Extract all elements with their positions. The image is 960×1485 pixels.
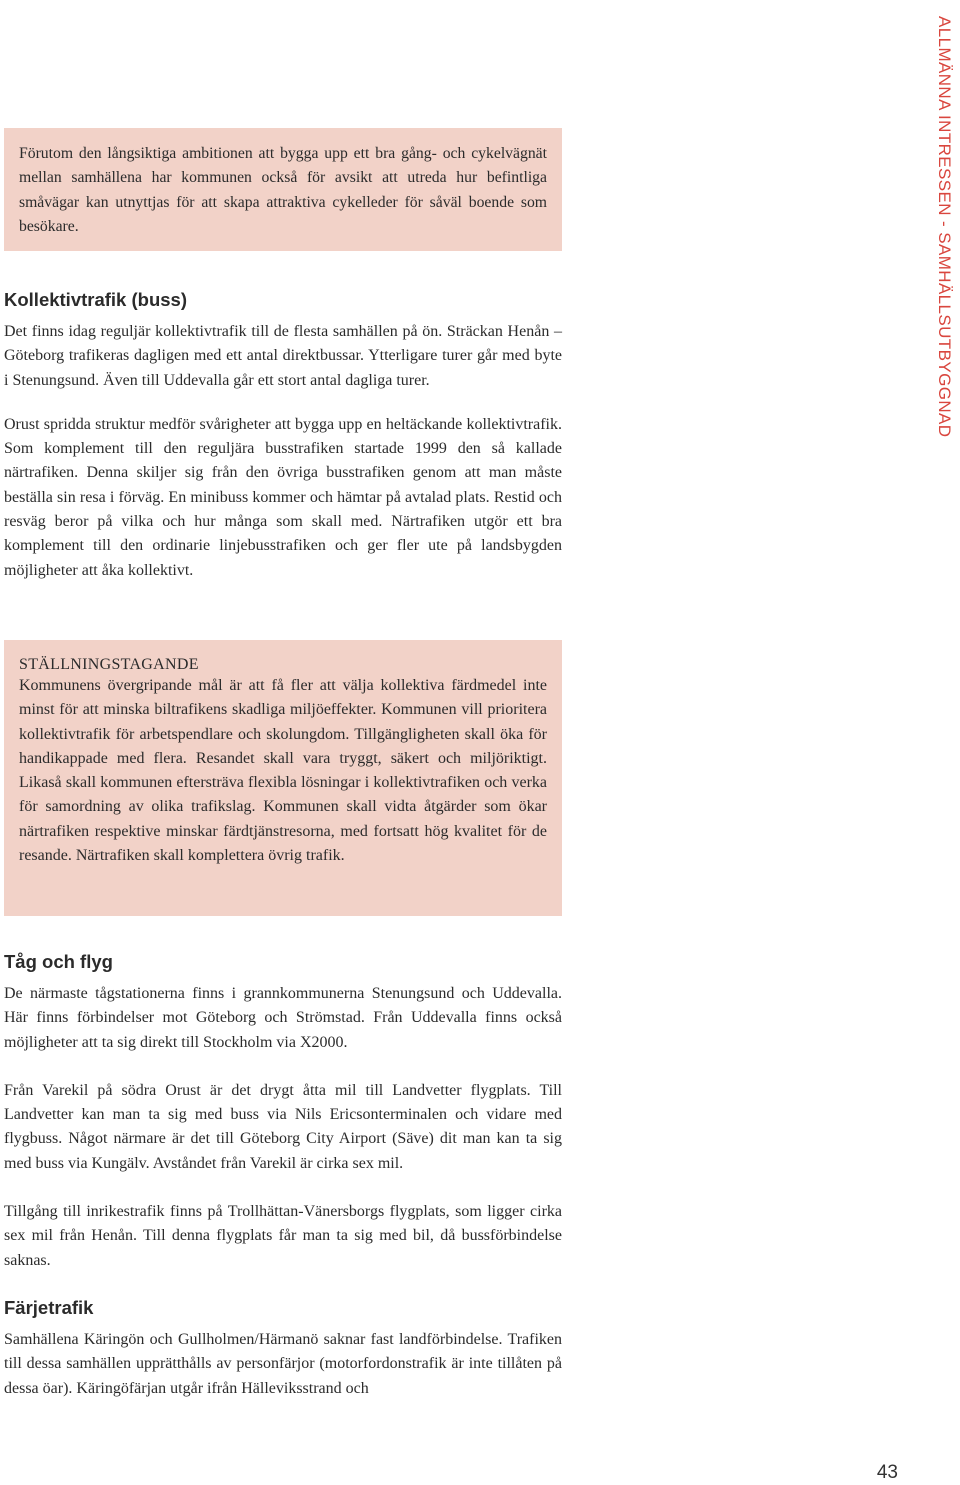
tag-och-flyg-paragraph-3: Tillgång till inrikestrafik finns på Trollhättan-Vänersborgs flygplats, som ligger cirka sex mil från Henån. Till denna flygplats får man ta sig med bil, då bussförbindelse saknas. <box>4 1203 562 1269</box>
farjetrafik-section <box>4 1328 562 1401</box>
tag-och-flyg-paragraph-2: Från Varekil på södra Orust är det drygt åtta mil till Landvetter flygplats. Till Landvetter kan man ta sig med buss via Nils Ericsonterminalen och vidare med flygbuss. Något närmare är det till Göteborg City Airport (Säve) dit man kan ta sig med buss via Kungälv. Avståndet från Varekil är cirka sex mil. <box>4 1081 562 1172</box>
kollektivtrafik-paragraph-1: Det finns idag reguljär kollektivtrafik till de flesta samhällen på ön. Sträckan Henån – Göteborg trafikeras dagligen med ett antal direktbussar. Ytterligare turer går med byte i Stenungsund. Även till Uddevalla går ett stort antal dagliga turer. <box>4 323 562 389</box>
heading-tag-och-flyg: Tåg och flyg <box>4 951 113 972</box>
tag-och-flyg-section <box>4 982 562 1273</box>
heading-farjetrafik: Färjetrafik <box>4 1297 94 1318</box>
page-number: 43 <box>876 1462 898 1483</box>
stallningstagande-label: STÄLLNINGSTAGANDE <box>19 656 199 673</box>
farjetrafik-paragraph-1: Samhällena Käringön och Gullholmen/Härmanö saknar fast landförbindelse. Trafiken till dessa samhällen upprätthålls av personfärjor (motorfordonstrafik är inte tillåten på dessa öar). Käringöfärjan utgår ifrån Hälleviksstrand och <box>4 1331 562 1397</box>
section-side-tab <box>930 16 956 456</box>
intro-paragraph: Förutom den långsiktiga ambitionen att bygga upp ett bra gång- och cykelvägnät mellan samhällena har kommunen också för avsikt att utreda hur befintliga småvägar kan utnyttjas för att skapa attraktiva cykelleder för såväl boende som besökare. <box>19 145 547 235</box>
tag-och-flyg-paragraph-1: De närmaste tågstationerna finns i grannkommunerna Stenungsund och Uddevalla. Här finns förbindelser mot Göteborg och Strömstad. Från Uddevalla finns också möjligheter att ta sig direkt till Stockholm via X2000. <box>4 985 562 1051</box>
stallningstagande-box <box>4 640 562 916</box>
kollektivtrafik-section <box>4 320 562 583</box>
stallningstagande-paragraph: Kommunens övergripande mål är att få fler att välja kollektiva färdmedel inte minst för att minska biltrafikens skadliga miljöeffekter. Kommunen vill prioritera kollektivtrafik för arbetspendlare och skolungdom. Tillgängligheten skall öka för handikappade med flera. Resandet skall vara tryggt, säkert och miljöriktigt. Likaså skall kommunen eftersträva flexibla lösningar i kollektivtrafiken och verka för samordning av olika trafikslag. Kommunen skall vidta åtgärder som ökar närtrafiken respektive minskar färdtjänstresorna, med fortsatt hög kvalitet för de resande. Närtrafiken skall komplettera övrig trafik. <box>19 677 547 865</box>
section-side-tab-label: ALLMÄNNA INTRESSEN - SAMHÄLLSUTBYGGNAD <box>935 16 954 438</box>
heading-kollektivtrafik: Kollektivtrafik (buss) <box>4 289 187 310</box>
kollektivtrafik-paragraph-2: Orust spridda struktur medför svårigheter att bygga upp en heltäckande kollektivtrafik. Som komplement till den reguljära busstrafiken startade 1999 den så kallade närtrafiken. Denna skiljer sig från den övriga busstrafiken genom att man måste beställa sin resa i förväg. En minibuss kommer och hämtar på avtalad plats. Restid och resväg beror på vilka och hur många som skall med. Närtrafiken utgör ett bra komplement till den ordinarie linjebusstrafiken och ger fler ute på landsbygden möjligheter att åka kollektivt. <box>4 415 562 579</box>
intro-highlight-box <box>4 128 562 251</box>
